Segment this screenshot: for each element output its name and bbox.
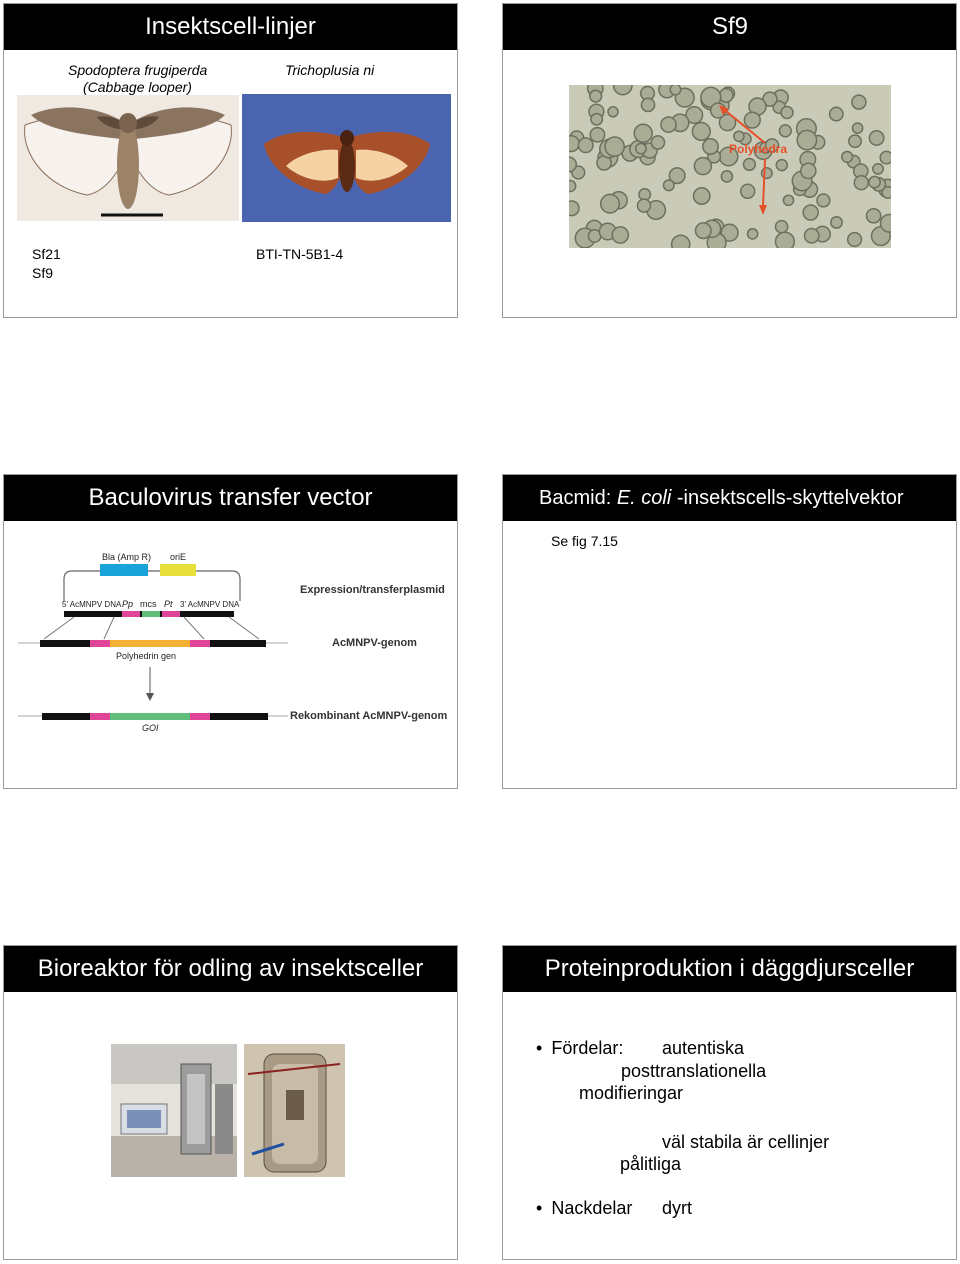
- cell-texture: [776, 160, 787, 171]
- slide-bioreactor: [3, 945, 458, 1260]
- cell-texture: [703, 139, 718, 154]
- cell-texture: [590, 128, 604, 142]
- transfer-vector-diagram: [4, 545, 458, 745]
- advantage-5: pålitliga: [620, 1154, 682, 1174]
- moth2-caption: Trichoplusia ni: [285, 62, 375, 78]
- polyhedra-label: Polyhedra: [729, 142, 788, 156]
- figure-note: Se fig 7.15: [551, 533, 618, 549]
- trichoplusia-moth-photo: [242, 94, 451, 222]
- genome-label: AcMNPV-genom: [332, 637, 417, 649]
- cell-texture: [803, 205, 818, 220]
- mcs-label: mcs: [140, 599, 157, 609]
- slide-title: [503, 475, 956, 521]
- slide-sf9: [502, 3, 957, 318]
- cell-texture: [694, 158, 711, 175]
- cell-texture: [848, 233, 862, 247]
- cell-texture: [641, 98, 654, 111]
- cell-texture: [869, 176, 880, 187]
- sf9-cells-micrograph: [569, 85, 891, 248]
- cell-texture: [881, 215, 892, 233]
- cell-texture: [634, 124, 652, 142]
- cell-texture: [744, 159, 756, 171]
- cell-texture: [779, 125, 791, 137]
- slide-mammalian-protein-production: [502, 945, 957, 1260]
- slide-title: Bioreaktor för odling av insektsceller: [4, 946, 457, 992]
- bla-segment: [100, 564, 148, 576]
- bullet-dot: •: [536, 1038, 543, 1058]
- bullet-dot: •: [536, 1198, 543, 1218]
- cell-texture: [578, 138, 593, 153]
- bioreactor-lab-photo: [111, 1044, 237, 1177]
- five-prime-label: 5' AcMNPV DNA: [62, 600, 122, 609]
- spodoptera-moth-photo: [17, 95, 239, 221]
- slide-baculovirus-transfer-vector: [3, 474, 458, 789]
- cell-texture: [719, 89, 733, 103]
- cell-texture: [781, 107, 793, 119]
- cell-texture: [873, 164, 883, 174]
- cell-texture: [776, 232, 795, 248]
- advantage-2: posttranslationella: [621, 1061, 767, 1081]
- title-prefix: Bacmid:: [539, 487, 617, 509]
- moth1-caption-line1: Spodoptera frugiperda: [68, 62, 208, 78]
- cell-texture: [601, 194, 620, 213]
- bla-label: Bla (Amp R): [102, 552, 152, 562]
- title-italic: E. coli: [616, 487, 672, 509]
- line-bti: BTI-TN-5B1-4: [256, 246, 344, 262]
- cell-texture: [880, 151, 891, 163]
- cell-texture: [608, 107, 618, 117]
- cell-texture: [590, 90, 602, 102]
- cell-texture: [569, 201, 579, 216]
- cell-texture: [741, 184, 755, 198]
- cell-texture: [694, 188, 710, 204]
- cell-texture: [605, 137, 624, 156]
- cell-texture: [797, 130, 816, 149]
- cell-texture: [849, 135, 861, 147]
- polyhedrin-label: Polyhedrin gen: [116, 651, 177, 661]
- slide-title: Insektscell-linjer: [4, 4, 457, 50]
- disadvantage-1: dyrt: [662, 1198, 693, 1218]
- bullet-advantages: [536, 1038, 623, 1059]
- recombinant-label: Rekombinant AcMNPV-genom: [290, 710, 448, 722]
- slide-title: Baculovirus transfer vector: [4, 475, 457, 521]
- cell-texture: [854, 176, 868, 190]
- cell-texture: [670, 85, 681, 95]
- cell-texture: [612, 227, 628, 243]
- bullet-disadvantages: [536, 1198, 632, 1219]
- line-sf9: Sf9: [32, 265, 54, 281]
- slide-title: Sf9: [503, 4, 956, 50]
- pp-label: Pp: [122, 599, 134, 609]
- line-sf21: Sf21: [32, 246, 61, 262]
- cell-texture: [748, 229, 758, 239]
- advantage-3: modifieringar: [579, 1083, 684, 1103]
- cell-texture: [696, 223, 712, 239]
- advantage-4: väl stabila är cellinjer: [662, 1132, 830, 1152]
- cell-texture: [831, 217, 842, 228]
- cell-texture: [672, 235, 690, 248]
- cell-texture: [636, 143, 646, 153]
- cell-texture: [867, 209, 881, 223]
- three-prime-label: 3' AcMNPV DNA: [180, 600, 240, 609]
- cell-texture: [638, 199, 651, 212]
- orie-label: oriE: [170, 552, 187, 562]
- cell-texture: [651, 136, 664, 149]
- cell-texture: [661, 117, 676, 132]
- slide-title: Proteinproduktion i däggdjursceller: [503, 946, 956, 992]
- cell-texture: [801, 163, 816, 178]
- cell-texture: [744, 112, 760, 128]
- cell-texture: [776, 221, 788, 233]
- moth1-caption-line2: (Cabbage looper): [83, 79, 192, 95]
- cell-texture: [762, 168, 773, 179]
- plasmid-label: Expression/transferplasmid: [300, 584, 445, 596]
- cell-texture: [569, 157, 576, 172]
- advantage-1: autentiska: [662, 1038, 745, 1058]
- cell-texture: [692, 123, 710, 141]
- disadvantages-label: Nackdelar: [551, 1198, 633, 1218]
- cell-texture: [591, 114, 602, 125]
- advantages-label: Fördelar:: [551, 1038, 624, 1058]
- bioreactor-vessel-photo: [244, 1044, 345, 1177]
- cell-texture: [783, 195, 793, 205]
- slide-insect-cell-lines: [3, 3, 458, 318]
- slide-bacmid: [502, 474, 957, 789]
- cell-texture: [853, 123, 863, 133]
- cell-texture: [734, 131, 744, 141]
- orie-segment: [160, 564, 196, 576]
- pt-label: Pt: [164, 599, 173, 609]
- cell-texture: [721, 171, 732, 182]
- cell-texture: [869, 131, 883, 145]
- cell-texture: [569, 136, 579, 152]
- cell-texture: [664, 180, 675, 191]
- cell-texture: [569, 181, 576, 192]
- goi-label: GOI: [142, 723, 159, 733]
- cell-texture: [805, 229, 819, 243]
- cell-texture: [830, 107, 843, 120]
- cell-texture: [842, 152, 853, 163]
- cell-texture: [817, 194, 830, 207]
- cell-texture: [852, 95, 866, 109]
- title-suffix: -insektscells-skyttelvektor: [671, 487, 904, 509]
